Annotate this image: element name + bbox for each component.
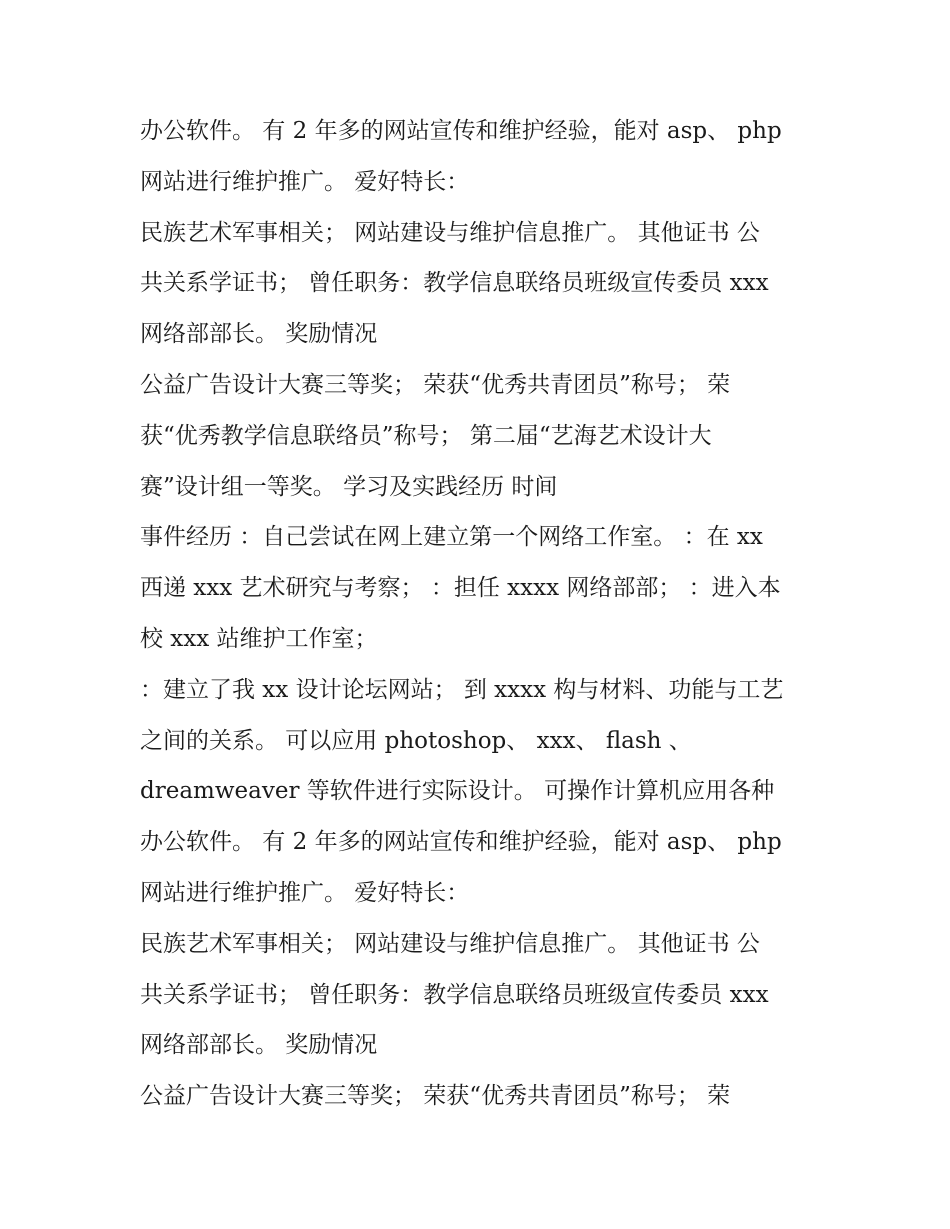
text-line: 之间的关系。 可以应用 photoshop、 xxx、 flash 、	[140, 727, 692, 754]
text-line: 共关系学证书； 曾任职务：教学信息联络员班级宣传委员 xxx	[140, 981, 769, 1008]
text-line: 公益广告设计大赛三等奖； 荣获“优秀共青团员”称号； 荣	[140, 1083, 731, 1110]
text-line: 网站进行维护推广。 爱好特长：	[140, 168, 470, 195]
text-line: 办公软件。 有 2 年多的网站宣传和维护经验，能对 asp、 php	[140, 118, 782, 144]
text-line: 获“优秀教学信息联络员”称号； 第二届“艺海艺术设计大	[140, 422, 712, 449]
document-body	[140, 106, 830, 1122]
text-line: 办公软件。 有 2 年多的网站宣传和维护经验，能对 asp、 php	[140, 829, 782, 856]
text-line: 事件经历 ：自己尝试在网上建立第一个网络工作室。 ：在 xx	[140, 524, 763, 551]
text-line: 西递 xxx 艺术研究与考察； ：担任 xxxx 网络部部； ：进入本	[140, 575, 781, 602]
text-line: 校 xxx 站维护工作室；	[140, 625, 378, 652]
text-line: dreamweaver 等软件进行实际设计。 可操作计算机应用各种	[140, 778, 775, 805]
text-line: 公益广告设计大赛三等奖； 荣获“优秀共青团员”称号； 荣	[140, 371, 731, 398]
text-line: 民族艺术军事相关； 网站建设与维护信息推广。 其他证书 公	[140, 930, 760, 957]
text-line: 网络部部长。 奖励情况	[140, 1032, 378, 1059]
text-line: 网络部部长。 奖励情况	[140, 321, 378, 348]
text-line: 共关系学证书； 曾任职务：教学信息联络员班级宣传委员 xxx	[140, 270, 769, 297]
text-line: 赛”设计组一等奖。 学习及实践经历 时间	[140, 473, 558, 500]
text-line: 民族艺术军事相关； 网站建设与维护信息推广。 其他证书 公	[140, 219, 760, 246]
text-line: ：建立了我 xx 设计论坛网站； 到 xxxx 构与材料、功能与工艺	[140, 676, 784, 703]
text-line: 网站进行维护推广。 爱好特长：	[140, 879, 470, 906]
